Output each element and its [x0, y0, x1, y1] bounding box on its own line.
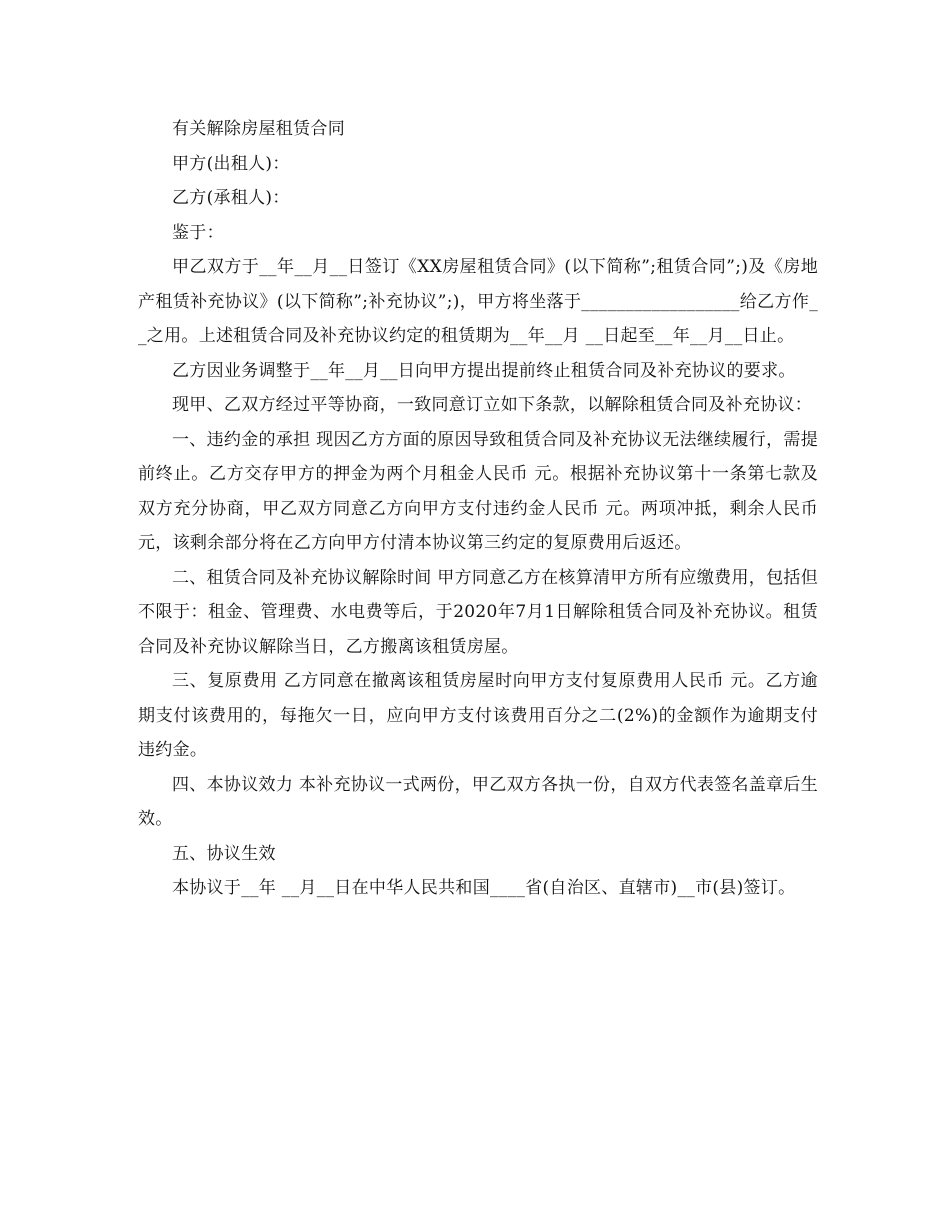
clause-3-restoration-cost: 三、复原费用 乙方同意在撤离该租赁房屋时向甲方支付复原费用人民币 元。乙方逾期支付该费用的，每拖欠一日，应向甲方支付该费用百分之二(2%)的金额作为逾期支付违约金。 [138, 671, 818, 760]
clause-2-termination-time: 二、租赁合同及补充协议解除时间 甲方同意乙方在核算清甲方所有应缴费用，包括但不限于：租金、管理费、水电费等后，于2020年7月1日解除租赁合同及补充协议。租赁合同及补充协议解除当日，乙方搬离该租赁房屋。 [138, 567, 818, 657]
clause-4-validity: 四、本协议效力 本补充协议一式两份，甲乙双方各执一份，自双方代表签名盖章后生效。 [138, 774, 818, 829]
clause-5-heading: 五、协议生效 [172, 843, 276, 864]
party-a-line: 甲方(出租人)： [172, 153, 290, 174]
paragraph-termination-request: 乙方因业务调整于__年__月__日向甲方提出提前终止租赁合同及补充协议的要求。 [172, 360, 796, 381]
document-body [138, 112, 818, 906]
document-title: 有关解除房屋租赁合同 [172, 119, 345, 139]
clause-1-penalty: 一、违约金的承担 现因乙方方面的原因导致租赁合同及补充协议无法继续履行，需提前终止。乙方交存甲方的押金为两个月租金人民币 元。根据补充协议第十一条第七款及双方充分协商，甲乙双方同意乙方向甲方支付违约金人民币 元。两项冲抵，剩余人民币 元，该剩余部分将在乙方向甲方付清本协议第三约定的复原费用后返还。 [138, 429, 818, 553]
paragraph-background: 甲乙双方于__年__月__日签订《XX房屋租赁合同》(以下简称”;租赁合同”;)及《房地产租赁补充协议》(以下简称”;补充协议”;)，甲方将坐落于__________________给乙方作__之用。上述租赁合同及补充协议约定的租赁期为__年__月 __日起至__年__月__日止。 [138, 257, 818, 346]
party-b-line: 乙方(承租人)： [172, 188, 290, 208]
whereas-line: 鉴于： [172, 222, 224, 243]
paragraph-agreement-intro: 现甲、乙双方经过平等协商，一致同意订立如下条款，以解除租赁合同及补充协议： [172, 395, 813, 415]
signing-place-date: 本协议于__年 __月__日在中华人民共和国____省(自治区、直辖市)__市(县)签订。 [172, 878, 796, 898]
